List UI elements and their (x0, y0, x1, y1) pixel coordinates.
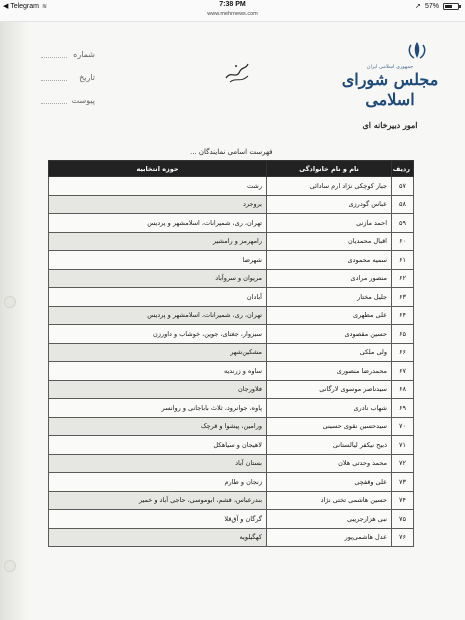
meta-date (40, 73, 95, 96)
row-number: ۶۵ (392, 325, 414, 344)
battery-indicator (415, 2, 459, 10)
constituency: زنجان و طارم (49, 473, 267, 492)
battery-icon (443, 3, 459, 10)
battery-percent: 57% (424, 2, 439, 10)
constituency: ساوه و زرندیه (49, 362, 267, 381)
meta-label: پیوست (71, 96, 95, 105)
row-number: ۷۰ (392, 417, 414, 436)
constituency: تهران، ری، شمیرانات، اسلامشهر و پردیس (49, 214, 267, 233)
row-number: ۶۱ (392, 251, 414, 270)
table-row (49, 436, 414, 455)
constituency: فلاورجان (49, 380, 267, 399)
row-number: ۶۴ (392, 306, 414, 325)
member-name: احمد مازنی (267, 214, 392, 233)
constituency: پاوه، جوانرود، ثلاث باباجانی و روانسر (49, 399, 267, 418)
punch-hole (4, 560, 16, 572)
row-number: ۶۷ (392, 362, 414, 381)
member-name: سیدحسین نقوی حسینی (267, 417, 392, 436)
table-row (49, 510, 414, 529)
meta-label: شماره (73, 50, 95, 59)
letterhead-subtitle: جمهوری اسلامی ایران (366, 64, 414, 70)
member-name: سمیه محمودی (267, 251, 392, 270)
dotted-line (41, 103, 67, 104)
member-name: اقبال محمدیان (267, 232, 392, 251)
row-number: ۶۳ (392, 288, 414, 307)
constituency: آبادان (49, 288, 267, 307)
row-number: ۷۶ (392, 528, 414, 547)
constituency: رشت (49, 177, 267, 196)
constituency: سبزوار، جغتای، جوین، خوشاب و داورزن (49, 325, 267, 344)
header-constituency: حوزه انتخابیه (49, 161, 267, 177)
member-name: جبار کوچکی نژاد ارم سادائی (267, 177, 392, 196)
constituency: رامهرمز و رامشیر (49, 232, 267, 251)
page-url[interactable]: www.mehrnews.com (207, 11, 258, 17)
table-row (49, 362, 414, 381)
dotted-line (41, 80, 67, 81)
table-row (49, 288, 414, 307)
letterhead-office: امور دبیرخانه ای (362, 120, 418, 130)
constituency: مشکین‌شهر (49, 343, 267, 362)
table-row (49, 528, 414, 547)
dotted-line (41, 57, 67, 58)
row-number: ۷۵ (392, 510, 414, 529)
member-name: شهاب نادری (267, 399, 392, 418)
table-row (49, 214, 414, 233)
table-row (49, 306, 414, 325)
status-bar (0, 0, 465, 22)
row-number: ۵۹ (392, 214, 414, 233)
paper-edge-shadow (0, 22, 30, 620)
table-row (49, 399, 414, 418)
row-number: ۷۴ (392, 491, 414, 510)
member-name: عباس گودرزی (267, 195, 392, 214)
row-number: ۶۶ (392, 343, 414, 362)
member-name: منصور مرادی (267, 269, 392, 288)
constituency: بندرعباس، قشم، ابوموسی، حاجی آباد و خمیر (49, 491, 267, 510)
wifi-icon: ≋ (42, 3, 48, 10)
table-row (49, 232, 414, 251)
member-name: علی وقفچی (267, 473, 392, 492)
meta-attachment (40, 96, 95, 119)
constituency: ورامین، پیشوا و قرچک (49, 417, 267, 436)
constituency: کهگیلویه (49, 528, 267, 547)
member-name: سیدناصر موسوی لارگانی (267, 380, 392, 399)
back-app-label[interactable]: ◀ Telegram (3, 3, 39, 10)
header-row-number: ردیف (392, 161, 414, 177)
member-name: محمد وحدتی هلان (267, 454, 392, 473)
table-row (49, 177, 414, 196)
constituency: گرگان و آق‌قلا (49, 510, 267, 529)
letterhead (335, 64, 445, 130)
member-name: علی مطهری (267, 306, 392, 325)
member-name: محمدرضا منصوری (267, 362, 392, 381)
table-row (49, 195, 414, 214)
row-number: ۶۰ (392, 232, 414, 251)
battery-fill (445, 5, 452, 8)
row-number: ۷۳ (392, 473, 414, 492)
table-row (49, 269, 414, 288)
row-number: ۷۲ (392, 454, 414, 473)
table-row (49, 380, 414, 399)
member-name: ذبیح نیکفر لیالستانی (267, 436, 392, 455)
constituency: بستان آباد (49, 454, 267, 473)
constituency: بروجرد (49, 195, 267, 214)
header-full-name: نام و نام خانوادگی (267, 161, 392, 177)
table-row (49, 417, 414, 436)
table-row (49, 325, 414, 344)
clock: 7:38 PM (219, 1, 246, 8)
constituency: مریوان و سروآباد (49, 269, 267, 288)
row-number: ۵۸ (392, 195, 414, 214)
location-icon: ➚ (415, 3, 421, 10)
punch-hole (4, 296, 16, 308)
row-number: ۶۹ (392, 399, 414, 418)
calligraphy-mark-icon (222, 58, 252, 86)
row-number: ۶۸ (392, 380, 414, 399)
member-name: جلیل مختار (267, 288, 392, 307)
iran-emblem-icon (405, 40, 429, 60)
meta-number (40, 50, 95, 73)
member-name: عدل هاشمی‌پور (267, 528, 392, 547)
row-number: ۶۲ (392, 269, 414, 288)
row-number: ۷۱ (392, 436, 414, 455)
table-row (49, 343, 414, 362)
table-row (49, 491, 414, 510)
member-name: حسین هاشمی تختی نژاد (267, 491, 392, 510)
document-title: فهرست اسامی نمایندگان ... (190, 148, 273, 156)
member-name: ولی ملکی (267, 343, 392, 362)
constituency: لاهیجان و سیاهکل (49, 436, 267, 455)
row-number: ۵۷ (392, 177, 414, 196)
constituency: تهران، ری، شمیرانات، اسلامشهر و پردیس (49, 306, 267, 325)
table-row (49, 473, 414, 492)
member-name: نبی هزارجریبی (267, 510, 392, 529)
table-row (49, 251, 414, 270)
representatives-table (48, 160, 414, 547)
constituency: شهرضا (49, 251, 267, 270)
meta-label: تاریخ (79, 73, 95, 82)
table-header-row (49, 161, 414, 177)
letterhead-title: مجلس شورای اسلامی (341, 70, 439, 109)
table-row (49, 454, 414, 473)
letter-meta (40, 50, 95, 119)
member-name: حسین مقصودی (267, 325, 392, 344)
